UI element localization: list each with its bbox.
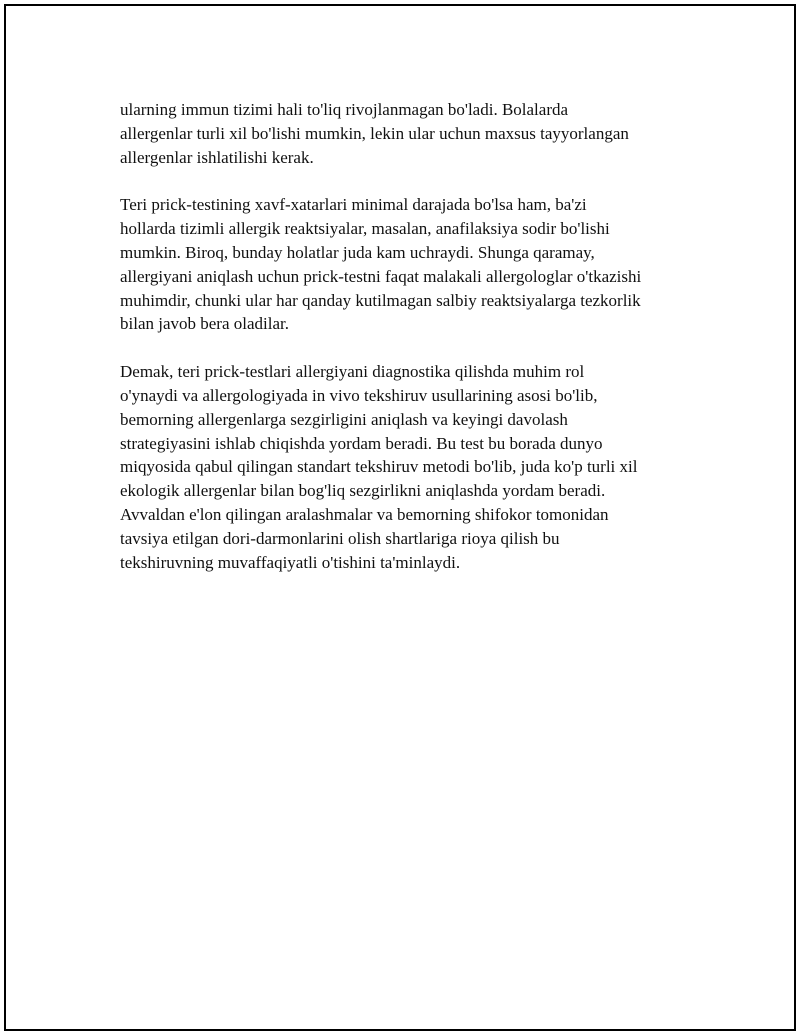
paragraph-3: Demak, teri prick-testlari allergiyani diagnostika qilishda muhim rol o'ynaydi va allergologiyada in vivo tekshiruv usullarining asosi bo'lib, bemorning allergenlarga sezgirligini aniqlash va keyingi davolash strategiyasini ishlab chiqishda yordam beradi. Bu test bu borada dunyo miqyosida qabul qilingan standart tekshiruv metodi bo'lib, juda ko'p turli xil ekologik allergenlar bilan bog'liq sezgirlikni aniqlashda yordam beradi. Avvaldan e'lon qilingan aralashmalar va bemorning shifokor tomonidan tavsiya etilgan dori-darmonlarini olish shartlariga rioya qilish bu tekshiruvning muvaffaqiyatli o'tishini ta'minlaydi. [120, 362, 638, 572]
paragraph-2: Teri prick-testining xavf-xatarlari minimal darajada bo'lsa ham, ba'zi hollarda tizimli allergik reaktsiyalar, masalan, anafilaksiya sodir bo'lishi mumkin. Biroq, bunday holatlar juda kam uchraydi. Shunga qaramay, allergiyani aniqlash uchun prick-testni faqat malakali allergologlar o'tkazishi muhimdir, chunki ular har qanday kutilmagan salbiy reaktsiyalarga tezkorlik bilan javob bera oladilar. [120, 195, 642, 334]
page-frame [4, 4, 796, 1031]
paragraph-1: ularning immun tizimi hali to'liq rivojlanmagan bo'ladi. Bolalarda allergenlar turli xil bo'lishi mumkin, lekin ular uchun maxsus tayyorlangan allergenlar ishlatilishi kerak. [120, 100, 629, 167]
page-content [120, 98, 710, 598]
